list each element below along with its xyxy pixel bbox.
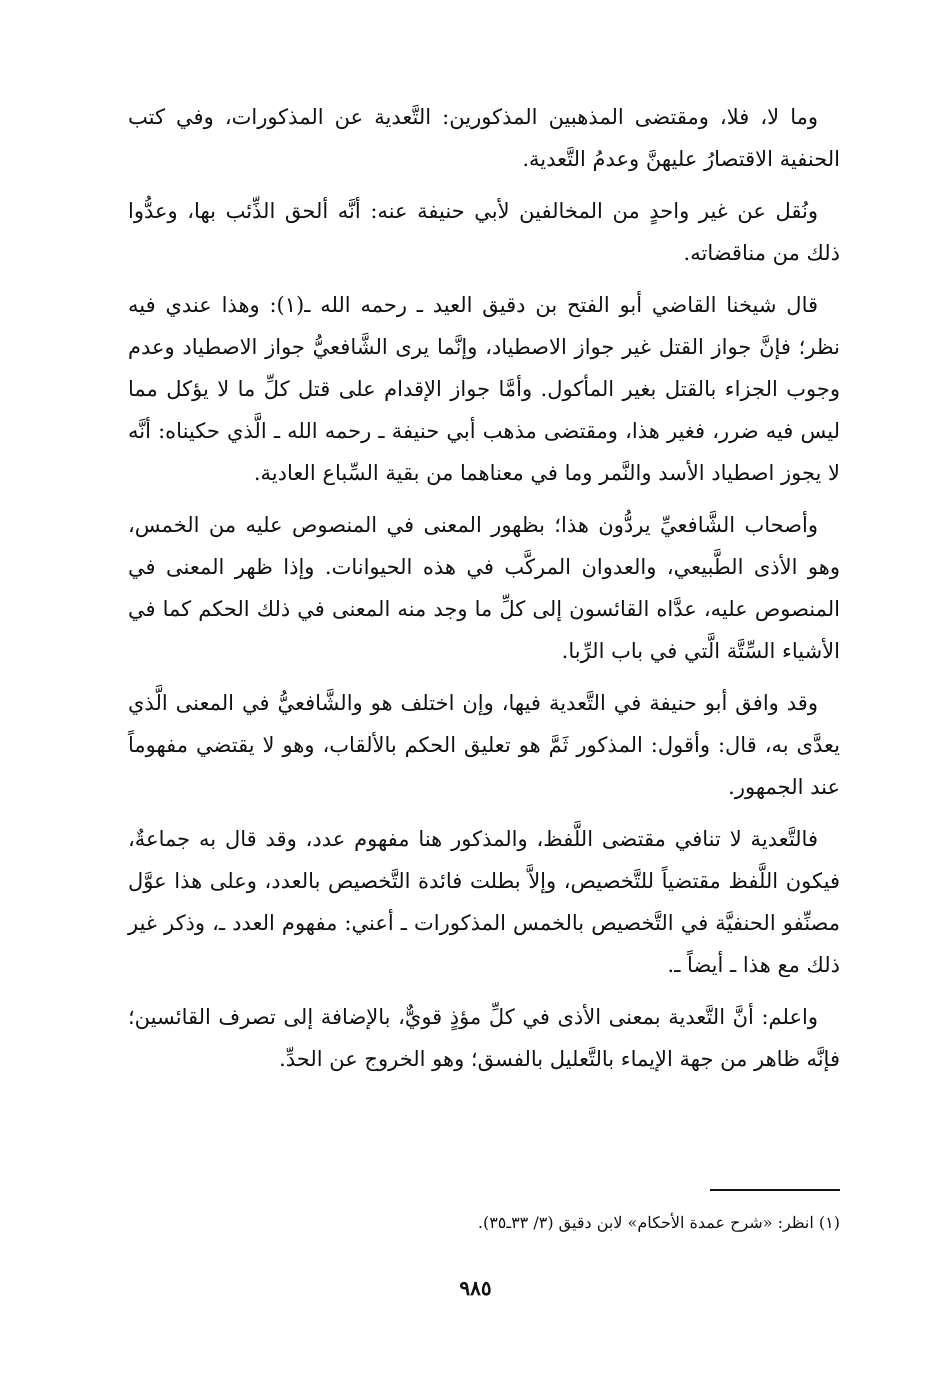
footnote-divider bbox=[710, 1189, 840, 1191]
paragraph-4: وأصحاب الشَّافعيِّ يردُّون هذا؛ بظهور المعنى في المنصوص عليه من الخمس، وهو الأذى الطَّبيعي، والعدوان المركَّب في هذه الحيوانات. وإذا ظهر المعنى في المنصوص عليه، عدَّاه القائسون إلى كلِّ ما وجد منه المعنى في ذلك الحكم كما في الأشياء السِّتَّة الَّتي في باب الرِّبا. bbox=[128, 513, 840, 663]
paragraph-3: قال شيخنا القاضي أبو الفتح بن دقيق العيد ـ رحمه الله ـ(١): وهذا عندي فيه نظر؛ فإنَّ جواز القتل غير جواز الاصطياد، وإنَّما يرى الشَّافعيُّ جواز الاصطياد وعدم وجوب الجزاء بالقتل بغير المأكول. وأمَّا جواز الإقدام على قتل كلِّ ما لا يؤكل مما ليس فيه ضرر، فغير هذا، ومقتضى مذهب أبي حنيفة ـ رحمه الله ـ الَّذي حكيناه: أنَّه لا يجوز اصطياد الأسد والنَّمر وما في معناهما من بقية السِّباع العادية. bbox=[128, 293, 840, 485]
paragraph-5: وقد وافق أبو حنيفة في التَّعدية فيها، وإن اختلف هو والشَّافعيُّ في المعنى الَّذي يعدَّى به، قال: وأقول: المذكور ثَمَّ هو تعليق الحكم بالألقاب، وهو لا يقتضي مفهوماً عند الجمهور. bbox=[128, 691, 840, 799]
paragraph-1: وما لا، فلا، ومقتضى المذهبين المذكورين: التَّعدية عن المذكورات، وفي كتب الحنفية الاقتصارُ عليهنَّ وعدمُ التَّعدية. bbox=[128, 105, 840, 171]
paragraph-2: ونُقل عن غير واحدٍ من المخالفين لأبي حنيفة عنه: أنَّه ألحق الذِّئب بها، وعدُّوا ذلك من مناقضاته. bbox=[128, 199, 840, 265]
page-number: ٩٨٥ bbox=[459, 1276, 492, 1300]
paragraph-7: واعلم: أنَّ التَّعدية بمعنى الأذى في كلِّ مؤذٍ قويٌّ، بالإضافة إلى تصرف القائسين؛ فإنَّه ظاهر من جهة الإيماء بالتَّعليل بالفسق؛ وهو الخروج عن الحدِّ. bbox=[128, 1005, 840, 1071]
footnote: (١) انظر: «شرح عمدة الأحكام» لابن دقيق (٣/ ٣٣ـ٣٥). bbox=[477, 1213, 840, 1232]
main-text bbox=[128, 96, 840, 1090]
paragraph-6: فالتَّعدية لا تنافي مقتضى اللَّفظ، والمذكور هنا مفهوم عدد، وقد قال به جماعةٌ، فيكون اللَّفظ مقتضياً للتَّخصيص، وإلاَّ بطلت فائدة التَّخصيص بالعدد، وعلى هذا عوَّل مصنِّفو الحنفيَّة في التَّخصيص بالخمس المذكورات ـ أعني: مفهوم العدد ـ، وذكر غير ذلك مع هذا ـ أيضاً ـ. bbox=[128, 827, 840, 977]
